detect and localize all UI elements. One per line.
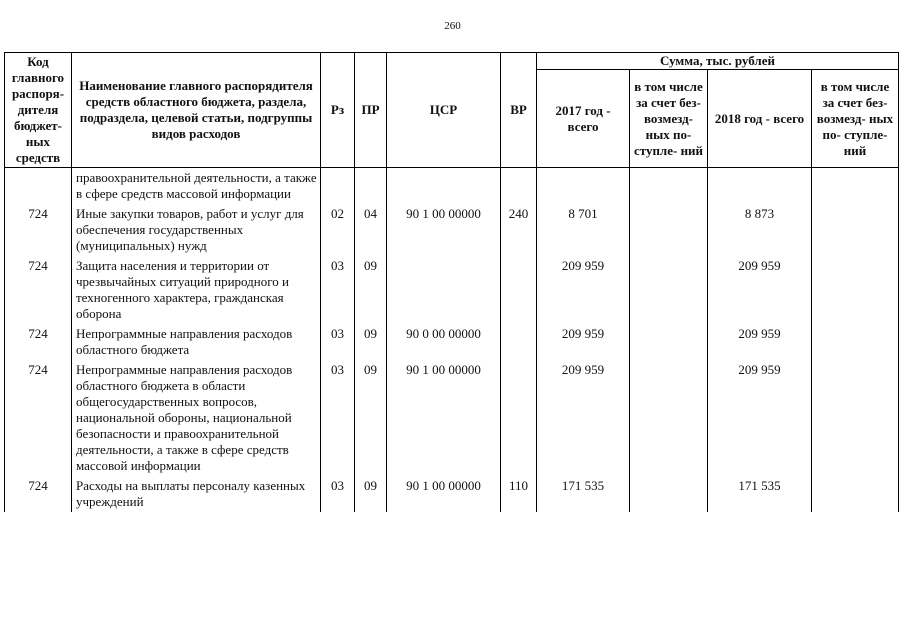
- cell-2017-free: [630, 324, 708, 360]
- cell-2018-free: [812, 360, 899, 476]
- cell-csr: [387, 256, 501, 324]
- cell-rz: 02: [321, 204, 355, 256]
- cell-pr: 09: [355, 476, 387, 512]
- table-row: [5, 476, 899, 512]
- header-2017-total: 2017 год - всего: [537, 70, 630, 168]
- table-row: [5, 360, 899, 476]
- cell-pr: 09: [355, 360, 387, 476]
- cell-csr: 90 1 00 00000: [387, 360, 501, 476]
- cell-name: Расходы на выплаты персоналу казенных учреждений: [72, 476, 321, 512]
- header-csr: ЦСР: [387, 53, 501, 168]
- cell-rz: 03: [321, 324, 355, 360]
- cell-2018-free: [812, 476, 899, 512]
- cell-2017-total: 171 535: [537, 476, 630, 512]
- cell-2018-total: 209 959: [708, 256, 812, 324]
- page-number: 260: [444, 20, 461, 32]
- cell-2017-free: [630, 256, 708, 324]
- budget-table: [4, 52, 899, 512]
- cell-vr: [501, 256, 537, 324]
- table-row: [5, 204, 899, 256]
- cell-name: Иные закупки товаров, работ и услуг для обеспечения государственных (муниципальных) нужд: [72, 204, 321, 256]
- cell-csr: 90 1 00 00000: [387, 204, 501, 256]
- header-sum: Сумма, тыс. рублей: [537, 53, 899, 70]
- cell-code: 724: [5, 360, 72, 476]
- cell-name: Непрограммные направления расходов областного бюджета: [72, 324, 321, 360]
- cell-2017-total: 209 959: [537, 360, 630, 476]
- cell-code: [5, 168, 72, 205]
- cell-2018-free: [812, 324, 899, 360]
- table-row: [5, 256, 899, 324]
- cell-2017-total: 8 701: [537, 204, 630, 256]
- header-vr: ВР: [501, 53, 537, 168]
- cell-pr: 09: [355, 324, 387, 360]
- cell-2018-total: 171 535: [708, 476, 812, 512]
- cell-2017-total: 209 959: [537, 256, 630, 324]
- cell-csr: 90 1 00 00000: [387, 476, 501, 512]
- header-2018-free: в том числе за счет без- возмезд- ных по- ступле- ний: [812, 70, 899, 168]
- cell-vr: 240: [501, 204, 537, 256]
- header-rz: Рз: [321, 53, 355, 168]
- cell-2018-total: 209 959: [708, 360, 812, 476]
- cell-2017-total: 209 959: [537, 324, 630, 360]
- cell-name: Защита населения и территории от чрезвычайных ситуаций природного и техногенного характера, гражданская оборона: [72, 256, 321, 324]
- header-2017-free: в том числе за счет без- возмезд- ных по- ступле- ний: [630, 70, 708, 168]
- cell-2017-free: [630, 360, 708, 476]
- cell-code: 724: [5, 256, 72, 324]
- cell-2018-total: 209 959: [708, 324, 812, 360]
- cell-2017-free: [630, 204, 708, 256]
- cell-2018-free: [812, 256, 899, 324]
- table-row: [5, 324, 899, 360]
- cell-vr: [501, 360, 537, 476]
- cell-rz: 03: [321, 256, 355, 324]
- cell-vr: 110: [501, 476, 537, 512]
- table-body: [5, 168, 899, 513]
- header-pr: ПР: [355, 53, 387, 168]
- table-header: [5, 53, 899, 168]
- cell-code: 724: [5, 324, 72, 360]
- table-row-continuation: [5, 168, 899, 205]
- cell-pr: 09: [355, 256, 387, 324]
- cell-rz: 03: [321, 476, 355, 512]
- cell-name: Непрограммные направления расходов областного бюджета в области общегосударственных вопросов, национальной обороны, национальной безопасности и правоохранительной деятельности, а также в сфере средств массовой информации: [72, 360, 321, 476]
- cell-code: 724: [5, 476, 72, 512]
- cell-name: правоохранительной деятельности, а также в сфере средств массовой информации: [72, 168, 321, 205]
- cell-vr: [501, 324, 537, 360]
- cell-rz: 03: [321, 360, 355, 476]
- header-name: Наименование главного распорядителя средств областного бюджета, раздела, подраздела, целевой статьи, подгруппы видов расходов: [72, 53, 321, 168]
- cell-2018-total: 8 873: [708, 204, 812, 256]
- cell-2018-free: [812, 204, 899, 256]
- cell-2017-free: [630, 476, 708, 512]
- cell-pr: 04: [355, 204, 387, 256]
- cell-csr: 90 0 00 00000: [387, 324, 501, 360]
- header-code: Код главного распоря- дителя бюджет- ных средств: [5, 53, 72, 168]
- header-2018-total: 2018 год - всего: [708, 70, 812, 168]
- cell-code: 724: [5, 204, 72, 256]
